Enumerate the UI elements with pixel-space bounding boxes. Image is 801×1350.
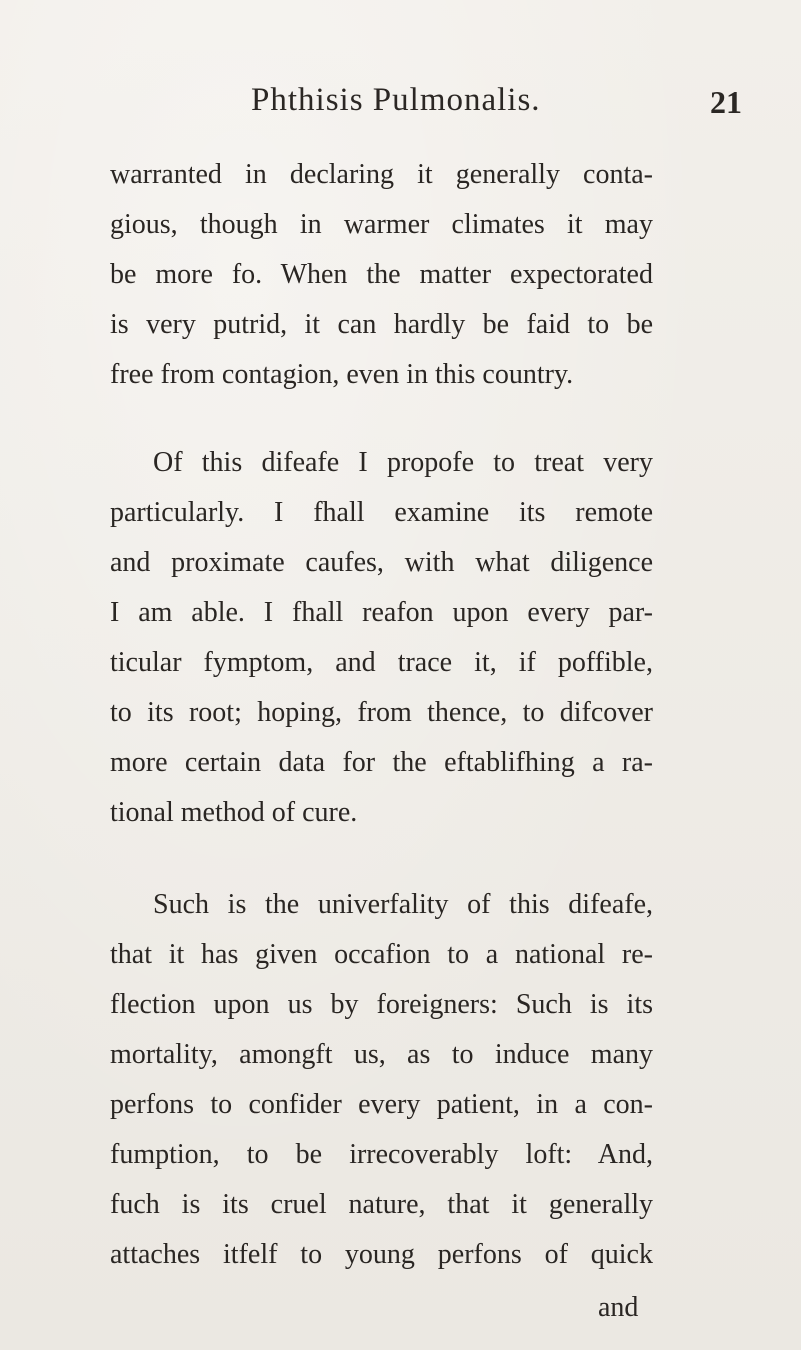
text-line: be more fo. When the matter expectorated bbox=[110, 259, 653, 290]
catchword: and bbox=[598, 1292, 639, 1323]
text-line: and proximate caufes, with what diligence bbox=[110, 547, 653, 578]
text-line: fumption, to be irrecoverably loft: And, bbox=[110, 1139, 653, 1170]
text-line: fuch is its cruel nature, that it generally bbox=[110, 1189, 653, 1220]
text-line: particularly. I fhall examine its remote bbox=[110, 497, 653, 528]
text-line: Of this difeafe I propofe to treat very bbox=[153, 447, 653, 478]
text-line: is very putrid, it can hardly be faid to be bbox=[110, 309, 653, 340]
text-line: flection upon us by foreigners: Such is its bbox=[110, 989, 653, 1020]
text-line: ticular fymptom, and trace it, if poffible, bbox=[110, 647, 653, 678]
text-line: free from contagion, even in this country. bbox=[110, 359, 574, 390]
text-line: attaches itfelf to young perfons of quick bbox=[110, 1239, 653, 1270]
running-head: Phthisis Pulmonalis. bbox=[251, 82, 541, 118]
text-line: tional method of cure. bbox=[110, 797, 358, 828]
text-line: warranted in declaring it generally conta- bbox=[110, 159, 653, 190]
text-line: to its root; hoping, from thence, to difcover bbox=[110, 697, 653, 728]
text-line: more certain data for the eftablifhing a ra- bbox=[110, 747, 653, 778]
text-line: that it has given occafion to a national re- bbox=[110, 939, 653, 970]
page-number: 21 bbox=[710, 84, 742, 120]
text-line: perfons to confider every patient, in a con- bbox=[110, 1089, 653, 1120]
text-line: I am able. I fhall reafon upon every par- bbox=[110, 597, 653, 628]
text-line: gious, though in warmer climates it may bbox=[110, 209, 653, 240]
text-line: Such is the univerfality of this difeafe, bbox=[153, 889, 653, 920]
text-line: mortality, amongft us, as to induce many bbox=[110, 1039, 653, 1070]
